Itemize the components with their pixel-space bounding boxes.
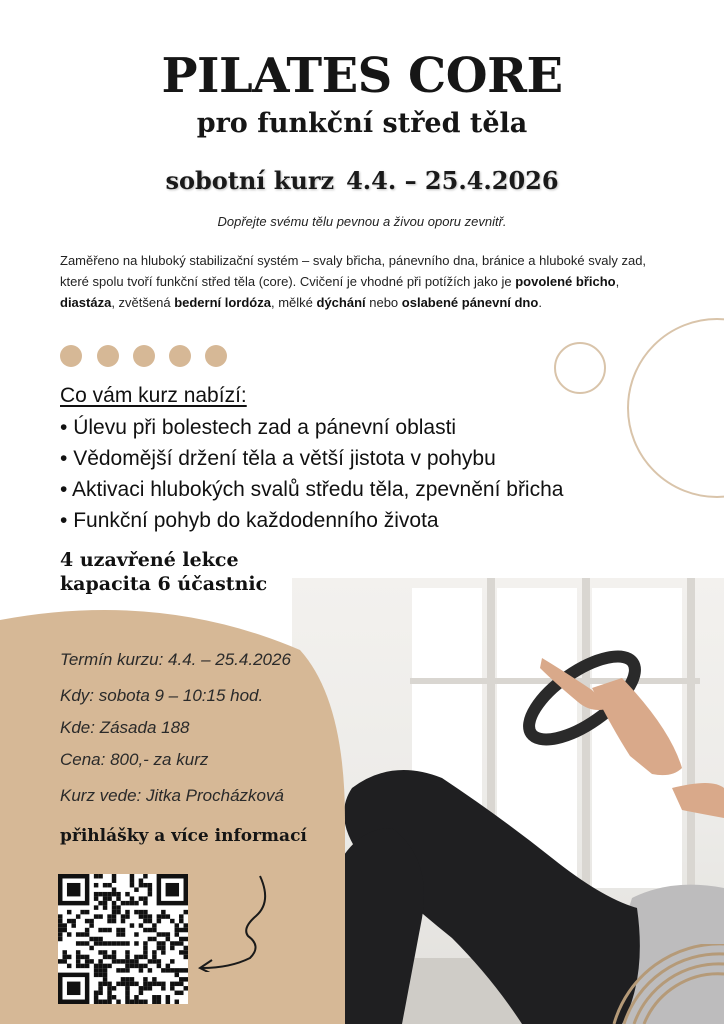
offer-heading: Co vám kurz nabízí:	[60, 384, 247, 407]
offer-item: • Úlevu při bolestech zad a pánevní oblasti	[60, 412, 563, 443]
offer-item: • Vědomější držení těla a větší jistota v pohybu	[60, 443, 563, 474]
page-subtitle: pro funkční střed těla	[196, 108, 528, 139]
decorative-dot	[60, 345, 82, 367]
intro-highlight: bederní lordóza	[174, 295, 271, 310]
decorative-dot	[97, 345, 119, 367]
decorative-ring-small	[554, 342, 606, 394]
course-dates-line	[0, 166, 724, 195]
decorative-dot	[169, 345, 191, 367]
decorative-dot	[205, 345, 227, 367]
intro-text: , mělké	[270, 295, 317, 310]
page-title: PILATES CORE	[161, 48, 563, 104]
offer-item: • Aktivaci hlubokých svalů středu těla, zpevnění břicha	[60, 474, 563, 505]
intro-highlight: diastáza	[60, 295, 112, 310]
tagline: Dopřejte svému tělu pevnou a živou oporu zevnitř.	[217, 214, 507, 229]
decorative-arc-lines	[604, 944, 724, 1024]
decorative-ring-large	[627, 318, 724, 498]
curved-arrow-icon	[190, 872, 280, 972]
lessons-count: 4 uzavřené lekce	[60, 549, 239, 571]
course-place: Kde: Zásada 188	[60, 718, 190, 737]
intro-text: nebo	[365, 295, 402, 310]
course-lead: Kurz vede: Jitka Procházková	[60, 786, 284, 805]
decorative-dot	[133, 345, 155, 367]
intro-paragraph	[60, 250, 668, 313]
course-dates: 4.4. – 25.4.2026	[346, 166, 559, 195]
intro-text: , zvětšená	[111, 295, 175, 310]
intro-text: ,	[615, 274, 620, 289]
intro-highlight: povolené břicho	[515, 274, 616, 289]
offer-list	[60, 412, 563, 536]
capacity-count: kapacita 6 účastnic	[60, 573, 268, 595]
intro-highlight: oslabené pánevní dno	[401, 295, 539, 310]
intro-highlight: dýchání	[316, 295, 366, 310]
course-time: Kdy: sobota 9 – 10:15 hod.	[60, 686, 264, 705]
qr-code-icon[interactable]	[58, 874, 188, 1004]
registration-heading: přihlášky a více informací	[60, 826, 307, 846]
offer-item: • Funkční pohyb do každodenního života	[60, 505, 563, 536]
qr-code-graphic	[58, 874, 188, 1004]
course-label: sobotní kurz	[165, 166, 335, 195]
course-price: Cena: 800,- za kurz	[60, 750, 209, 769]
intro-text: Zaměřeno na hluboký stabilizační systém – svaly břicha, pánevního dna, bránice a hluboké svaly zad, které spolu tvoří funkční střed těla (core). Cvičení je vhodné při potížích jako je	[60, 253, 647, 289]
course-term: Termín kurzu: 4.4. – 25.4.2026	[60, 650, 291, 669]
intro-text: .	[538, 295, 542, 310]
